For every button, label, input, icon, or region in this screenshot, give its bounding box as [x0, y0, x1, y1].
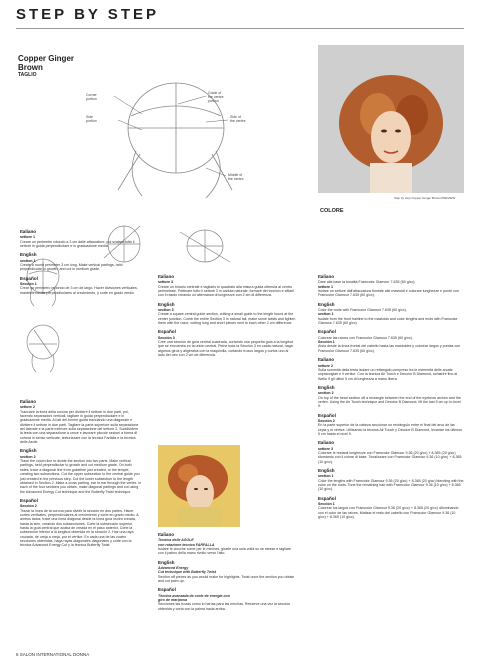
svg-text:Corner: Corner: [86, 93, 97, 97]
col1-text: Italiano settore 1 Creare un perimetro rotondo a 3 cm dalle attaccature, poi scalare tutto il settore in guida perpendicolare e in graduazione media. English section 1 Create a round perimeter 3 cm long. Make vertical partings, held perpendicular to growth, and cut in medium grade. Español Sección 1 Crear un perímetro redondo de 3 cm de largo. Hacer divisiones verticales, manteniéndolas perpendiculares al crecimiento, y corte en grado medio.: [20, 229, 138, 295]
col2b-text: Italiano Tecnica delle ASOLE con rotazione tecnica FARFALLA Isolare le ciocche come per le meches, girarle una sola volta su se stesse e tagliare con il palmo della mano rivolto verso l'alto. English Advanced Energy Cut technique with Butterfly Twist Section off pieces as you would make for highlights. Twist once the section you obtain and cut palm up. Español Técnica avanzada de corte de energía con giro de mariposa Secciones las trozas como lo harías para las mechas. Retuerce una vez la sección obtenida y corta con la palma hacia arriba.: [158, 532, 295, 611]
model-photo-secondary: [158, 445, 240, 527]
svg-text:Side: Side: [86, 115, 94, 119]
model-photo-main: [318, 45, 464, 193]
svg-text:Middle of: Middle of: [228, 173, 243, 177]
colore-heading: COLORE: [320, 208, 344, 214]
svg-text:portion: portion: [208, 99, 219, 103]
svg-text:portion: portion: [86, 119, 97, 123]
page-footer: 6 SALON INTERNATIONAL DONNA: [16, 652, 90, 657]
svg-text:Side of: Side of: [230, 115, 241, 119]
col2-text: Italiano settore 3 Creare un binario centrale e tagliarlo in quadrato alla misura guida ottenuta al centro perimetrale. Pettinare tutto il settore 3 in caduta naturale, formare dei torchon e sfilarli con il rasoio creando un'alternanza di lunghezze con 2 cm di differenza. English section 3 Create a square central guide section, cutting a small guide to the length found at the center junction. Comb the entire Section 3 in natural fall, make some twists and lighten them with the razor, cutting long and short pieces next to each other 2 cm difference. Español Sección 3 Cree una sección de guía central cuadrada, cortando una pequeña guía a la longitud que se encuentra en la unión central. Peine toda la Sección 3 en caída natural, haga algunos giros y aligéralos con la maquinilla, cortando trozos largos y cortos uno al lado del otro con 2 cm de diferencia.: [158, 274, 296, 358]
svg-text:the centre: the centre: [208, 95, 224, 99]
article-subtitle: TAGLIO: [18, 72, 37, 78]
col3-text: Italiano Dare alla base la tonalità Framcolor Glamour 7.635 (60 g/cc). settore 1 Isolare un settore dall'attaccatura frontale alle mastoidi e colorare lunghezze e punte con Framcolor Glamour 7.635 (60 g/cc). English Color the roots with Framcolor Glamour 7.635 (60 g/cc). section 1 Isolate from the front hairline to the mastoids and color lengths and ends with Framcolor Glamour 7.635 (60 g/cc). Español Colorear las raíces con Framcolor Glamour 7.635 (60 g/cc). Sección 1 Aísla desde la línea frontal del cabello hasta las mastoides y colorear largos y puntas con Framcolor Glamour 7.635 (60 g/cc). Italiano settore 2 Sulla sommità della testa isolare un rettangolo compreso tra le estremità delle arcate sopracciglari e il vertice. Con la tecnica Air Touch e Decolor B Diamond, schiarire fino al livello 9 gli ultimi 5 cm di lunghezza a mano libera. English section 2 On top of the head section off a rectangle between the end of the eyebrow arches and the vertex. Using the Air Touch technique and Decolor B Diamond, lift the last 5 cm up to level 9. Español Sección 2 En la parte superior de la cabeza seccionar un rectángulo entre el final del arco de las cejas y el vértice. Utilizando la técnica Air Touch y Decolor B Diamond, levantar los últimos 5 cm hasta el nivel 9. Italiano settore 3 Colorare le restanti lunghezze con Framcolor Glamour 9.36 (20 g/cc) + 8.365 (20 g/cc) sfumando con il colore di base. Tonalizzare con Framcolor Glamour 9.36 (10 g/cc) + 8.365 (10 g/cc). English section 1 Color the lengths with Framcolor Glamour 9.36 (20 g/cc) + 8.365 (20 g/cc) blending with the color on the roots. Tone the remaining hair with Framcolor Glamour 9.36 (10 g/cc) + 8.365 (10 g/cc). Español Sección 1 Colorear los largos con Framcolor Glamour 9.36 (20 g/cc) + 8.365 (20 g/cc) difuminando con el color de las raíces. Matizar el resto del cabello con Framcolor Glamour 9.36 (10 g/cc) + 8.365 (10 g/cc).: [318, 274, 464, 520]
svg-text:the centre: the centre: [228, 177, 244, 181]
svg-text:the centre: the centre: [230, 119, 246, 123]
diagram-mid-right: [160, 218, 250, 268]
svg-text:Guide of: Guide of: [208, 91, 222, 95]
header-rule: [16, 28, 464, 29]
svg-text:portion: portion: [86, 97, 97, 101]
sectioning-diagram: [56, 56, 266, 224]
article-title: Copper Ginger Brown: [18, 54, 75, 72]
head-diagram-side: [20, 318, 66, 376]
col1b-text: Italiano settore 2 Tracciare la linea della corona per dividere il settore in due parti, poi, facendo separazioni verticali, tagliare in guida perpendicolare e in graduazione media. Ai lati del fornire guida tracciando una diagonale e dividere il settore in due parti. Tagliare la parte superiore sulla separazione del laterale e la parte inferiore sulla separazione del settore 2. Suddividere la testa con una separazione a croce e lavorare piccole sezioni a forma di corona in senso verticale, texturizzare con la tecnica Farfalla e la tecnica delle Asole. English section 2 Trace the crown line to divide the section into two parts. Make vertical partings, held perpendicular to growth and cut medium grade. On both sides, trace a diagonal line from guideline just created, to the temple, creating two subsections. Cut the upper subsection to the central guide you just created in the previous step. Cut the lower subsection to the length obtained in Section 2. Make a cross parting, ear to ear through the vertex. In each of the four sections you obtain, make diagonal partings and cut using the Advanced Energy Cut technique and the Butterfly Twist technique. Español Sección 2 Trazar la línea de la corona para dividir la sección en dos partes. Hacer cortes verticales, perpendiculares al crecimiento y corte en grado medio. A ambos lados, trace una línea diagonal desde la línea guía recién creada, hasta la sien, creando dos subsecciones. Corte la subsección superior hasta la guía central que acaba de creada en el paso anterior. Corte la subsección inferior a la longitud obtenida en la sección 2. Haz una raya cruzada, de oreja a oreja, por el vértice. En cada una de las cuatro secciones obtenidas, haga rayas diagonales diagonales y corte con la técnica Advanced Energy Cut y la técnica Butterfly Twist.: [20, 399, 142, 548]
page-header-title: STEP BY STEP: [16, 6, 159, 23]
photo-caption: Step by step Copper Ginger Brown PREVIEW: [394, 196, 456, 200]
